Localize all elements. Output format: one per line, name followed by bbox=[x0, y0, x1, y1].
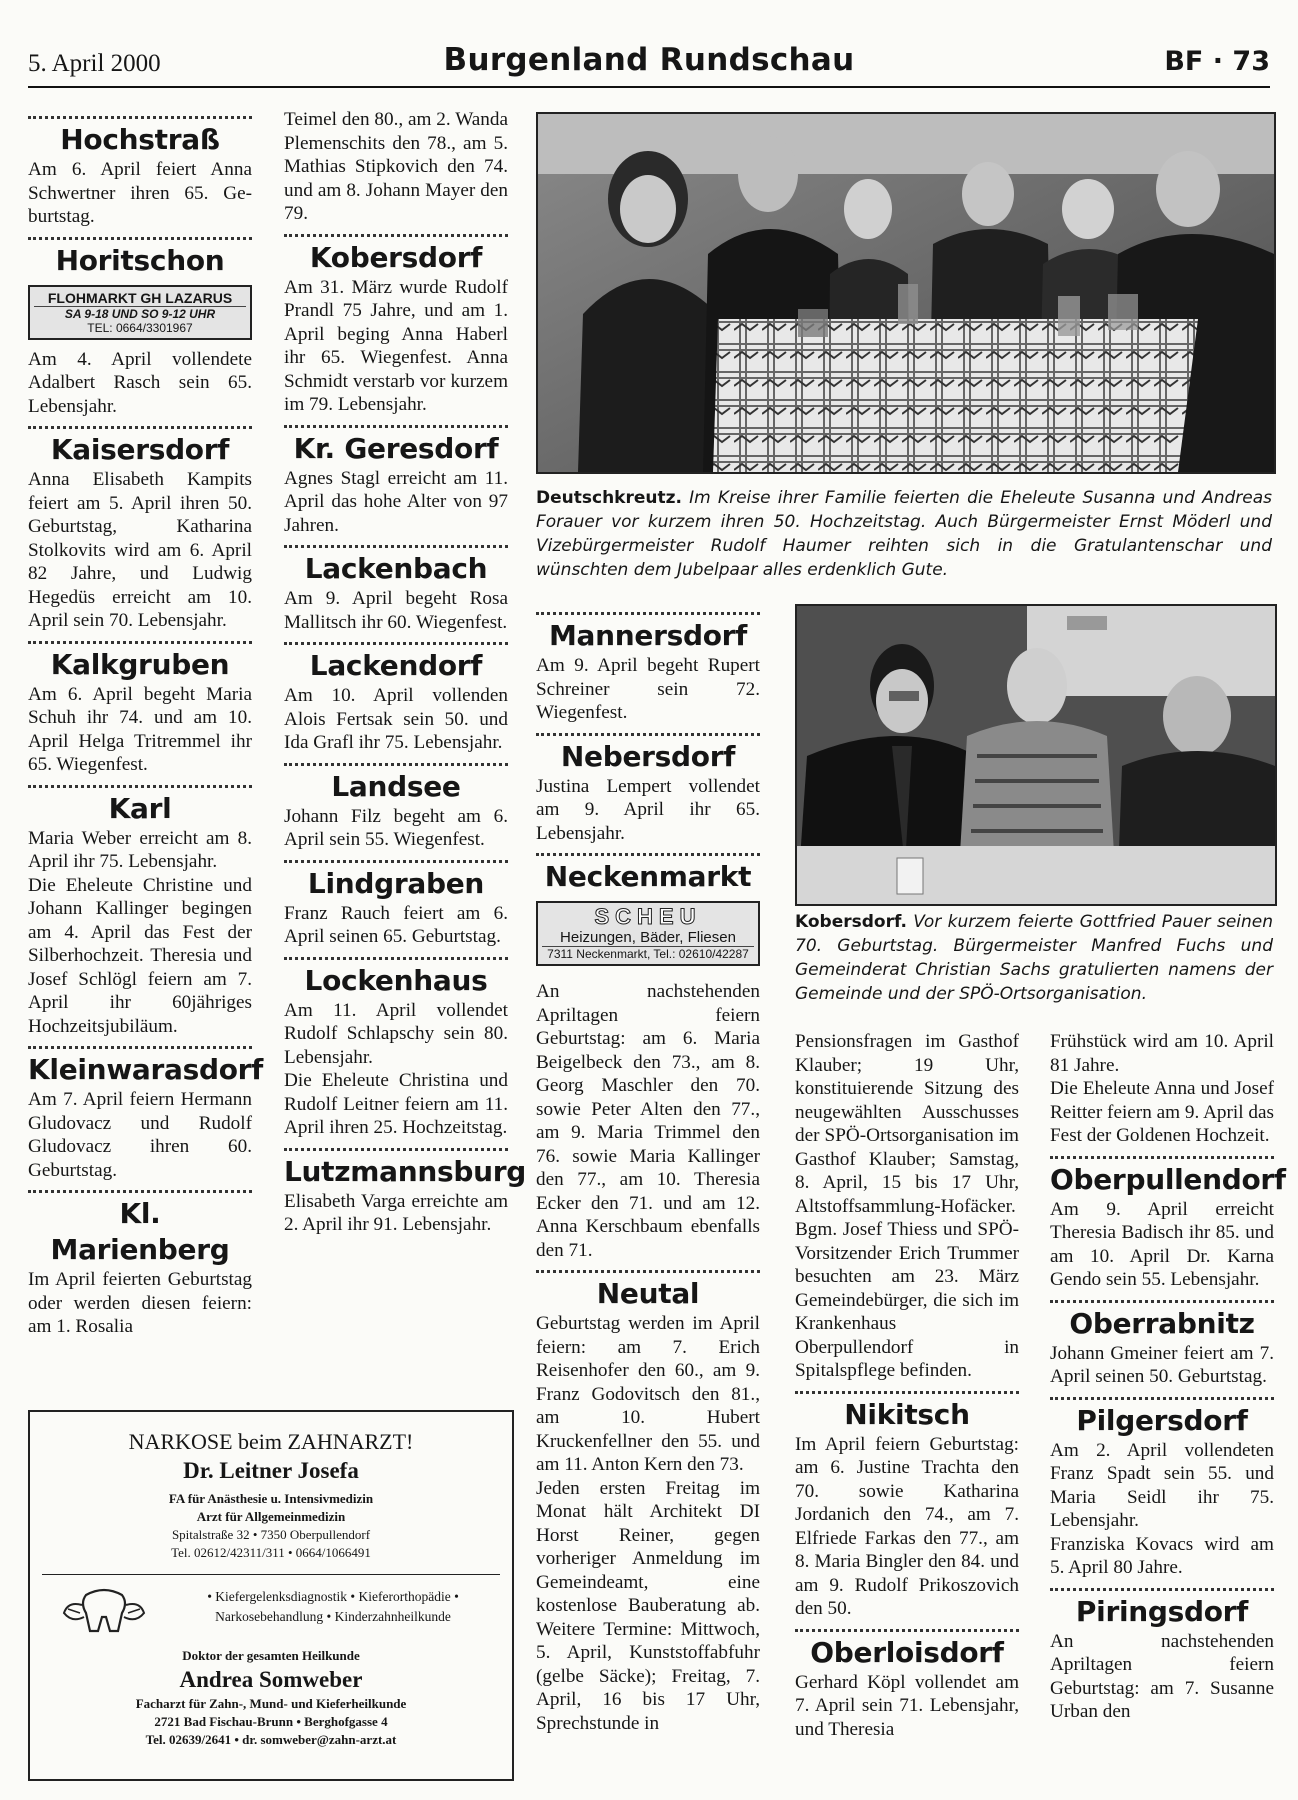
continued-text: Teimel den 80., am 2. Wanda Plemenschits den 78., am 5. Mathias Stipkovich den 74. und am 8. Johann Mayer den 79. bbox=[284, 109, 508, 224]
section-title: Lindgraben bbox=[307, 866, 485, 900]
divider bbox=[28, 237, 252, 240]
section-text: Franz Rauch feiert am 6. April seinen 65. Geburtstag. bbox=[284, 902, 508, 947]
ad-divider bbox=[42, 1574, 500, 1575]
section-nikitsch bbox=[795, 1397, 1019, 1621]
ad-address: 2721 Bad Fischau-Brunn • Berghofgasse 4 bbox=[154, 1714, 388, 1729]
divider bbox=[795, 1629, 1019, 1632]
column-3 bbox=[536, 604, 760, 1735]
section-title: Pilgersdorf bbox=[1076, 1403, 1248, 1437]
section-title: Lockenhaus bbox=[304, 963, 488, 997]
section-title: Nikitsch bbox=[844, 1397, 970, 1431]
divider bbox=[1050, 1397, 1274, 1400]
ad-subline: Arzt für Allgemeinmedizin bbox=[196, 1509, 346, 1524]
section-text: Geburtstag werden im April feiern: am 7. Erich Reisenhofer den 60., am 9. Franz Godovitsch den 81., am 10. Hubert Kruckenfellner den 55. und am 11. Anton Kern den 73. bbox=[536, 1313, 760, 1475]
section-landsee bbox=[284, 769, 508, 852]
section-horitschon bbox=[28, 243, 252, 419]
divider bbox=[284, 763, 508, 766]
ad-services bbox=[160, 1587, 506, 1627]
services-line: Narkosebehandlung • Kinderzahnheilkunde bbox=[215, 1609, 451, 1624]
section-kalkgruben bbox=[28, 647, 252, 777]
section-text: Am 9. April begeht Rosa Mallitsch ihr 60. Wiegenfest. bbox=[284, 588, 508, 633]
section-text: Am 7. April feiern Hermann Gludovacz und Rudolf Gludovacz ihren 60. Geburtstag. bbox=[28, 1089, 252, 1181]
column-4 bbox=[795, 1030, 1019, 1741]
photo-deutschkreutz bbox=[536, 112, 1276, 474]
divider bbox=[284, 860, 508, 863]
page-number: BF · 73 bbox=[1164, 46, 1270, 77]
ad-line: Heizungen, Bäder, Fliesen bbox=[560, 929, 736, 946]
divider bbox=[536, 733, 760, 736]
ad-line: 7311 Neckenmarkt, Tel.: 02610/42287 bbox=[542, 946, 754, 962]
section-text: Am 10. April vollenden Alois Fertsak sein 50. und Ida Grafl ihr 75. Lebensjahr. bbox=[284, 685, 508, 753]
section-title: Hochstraß bbox=[60, 123, 220, 156]
section-title: Landsee bbox=[331, 769, 461, 803]
section-lindgraben bbox=[284, 866, 508, 949]
section-text: Am 2. April vollendeten Franz Spadt sein 55. und Maria Seidl ihr 75. Lebensjahr. bbox=[1050, 1439, 1274, 1531]
section-title: Karl bbox=[108, 791, 172, 825]
section-title: Kaisersdorf bbox=[50, 433, 230, 466]
section-text: Am 6. April feiert Anna Schwertner ihren 65. Ge-burtstag. bbox=[28, 159, 252, 227]
family-photo-image bbox=[538, 114, 1274, 472]
divider bbox=[28, 426, 252, 429]
ad-contact: Tel. 02639/2641 • dr. somweber@zahn-arzt.at bbox=[145, 1732, 397, 1747]
section-oberrabnitz bbox=[1050, 1306, 1274, 1389]
birthday-photo-image bbox=[797, 606, 1275, 904]
scheu-ad bbox=[536, 901, 760, 966]
section-title: Nebersdorf bbox=[560, 739, 736, 773]
section-title: Kl. Marienberg bbox=[50, 1197, 230, 1266]
section-text: Johann Gmeiner feiert am 7. April seinen 50. Geburtstag. bbox=[1050, 1342, 1274, 1387]
divider bbox=[284, 425, 508, 428]
section-text: Am 6. April begeht Maria Schuh ihr 74. und am 10. April Helga Tritremmel ihr 65. Wiegenfest. bbox=[28, 683, 252, 775]
ad-subline: FA für Anästhesie u. Intensivmedizin bbox=[168, 1491, 374, 1506]
ad-logo: SCHEU bbox=[594, 904, 702, 929]
divider bbox=[284, 957, 508, 960]
section-title: Horitschon bbox=[55, 243, 225, 277]
section-text: Johann Filz begeht am 6. April sein 55. Wiegenfest. bbox=[284, 805, 508, 850]
doctor-name: Dr. Leitner Josefa bbox=[183, 1458, 359, 1483]
section-text: Im April feiern Geburtstag: am 6. Justine Trachta den 70. sowie Katharina Jordanich den 74., am 7. Elfriede Farkas den 77., am 8. Maria Bingler den 84. und am 9. Rudolf Prikoszovich den 50. bbox=[795, 1433, 1019, 1619]
flohmarkt-ad bbox=[28, 285, 252, 340]
section-title: Kr. Geresdorf bbox=[293, 431, 499, 465]
section-kleinwarasdorf bbox=[28, 1052, 264, 1182]
column-1 bbox=[28, 112, 264, 1339]
section-title: Lutzmannsburg bbox=[284, 1154, 526, 1188]
section-neutal bbox=[536, 1276, 760, 1735]
section-title: Kalkgruben bbox=[50, 647, 230, 681]
divider bbox=[1050, 1156, 1274, 1159]
section-oberloisdorf bbox=[795, 1635, 1019, 1742]
section-title: Oberloisdorf bbox=[810, 1635, 1004, 1669]
section-lockenhaus bbox=[284, 963, 508, 1140]
photo-caption bbox=[795, 910, 1273, 1006]
section-text: Agnes Stagl erreicht am 11. April das hohe Alter von 97 Jahren. bbox=[284, 467, 508, 536]
section-text: Jeden ersten Freitag im Monat hält Architekt DI Horst Reiner, gegen vorheriger Anmeldung im Gemeindeamt, eine kostenlose Bauberatung ab. Weitere Termine: Mittwoch, 5. April, Kunststoffabfuhr (gelbe Säcke); Freitag, 7. April, 16 bis 17 Uhr, Sprechstunde in bbox=[536, 1477, 760, 1734]
ad-phone: Tel. 02612/42311/311 • 0664/1066491 bbox=[171, 1545, 371, 1560]
caption-location: Kobersdorf. bbox=[795, 912, 907, 932]
ad-line: SA 9-18 UND SO 9-12 UHR bbox=[64, 306, 216, 321]
section-text: Maria Weber erreicht am 8. April ihr 75. Lebensjahr. bbox=[28, 827, 252, 872]
section-lackendorf bbox=[284, 648, 508, 755]
section-text: Gerhard Köpl vollendet am 7. April sein 71. Lebensjahr, und Theresia bbox=[795, 1671, 1019, 1740]
issue-date: 5. April 2000 bbox=[28, 50, 161, 77]
section-kr-geresdorf bbox=[284, 431, 508, 538]
section-title: Neckenmarkt bbox=[544, 860, 752, 893]
section-hochstrass bbox=[28, 122, 252, 229]
section-text: Elisabeth Varga erreichte am 2. April ihr 91. Lebensjahr. bbox=[284, 1190, 508, 1235]
caption-text: Vor kurzem feierte Gottfried Pauer seinen 70. Geburtstag. Bürgermeister Manfred Fuchs und Gemeinderat Christian Sachs gratulierten namens der Gemeinde und der SPÖ-Ortsorganisation. bbox=[795, 912, 1274, 1004]
section-text: An nachstehenden Apriltagen feiern Geburtstag: am 7. Susanne Urban den bbox=[1050, 1630, 1274, 1722]
services-line: • Kiefergelenksdiagnostik • Kieferorthopädie • bbox=[207, 1589, 459, 1604]
ad-address: Spitalstraße 32 • 7350 Oberpullendorf bbox=[171, 1527, 371, 1542]
section-lutzmannsburg bbox=[284, 1154, 526, 1237]
section-text: Am 9. April begeht Rupert Schreiner sein 72. Wiegenfest. bbox=[536, 655, 760, 723]
continued-text: Die Eheleute Anna und Josef Reitter feiern am 9. April das Fest der Goldenen Hochzeit. bbox=[1050, 1078, 1274, 1146]
divider bbox=[28, 641, 252, 644]
divider bbox=[28, 1046, 252, 1049]
divider bbox=[284, 545, 508, 548]
caption-location: Deutschkreutz. bbox=[536, 488, 682, 508]
section-title: Kleinwarasdorf bbox=[28, 1053, 264, 1086]
section-text: Am 4. April vollendete Adalbert Rasch sein 65. Lebensjahr. bbox=[28, 348, 252, 417]
section-title: Kobersdorf bbox=[309, 240, 483, 274]
divider bbox=[28, 785, 252, 788]
divider bbox=[284, 642, 508, 645]
ad-headline: NARKOSE beim ZAHNARZT! bbox=[128, 1429, 414, 1454]
section-title: Lackendorf bbox=[309, 649, 483, 682]
ad-line: TEL: 0664/3301967 bbox=[87, 320, 193, 335]
section-title: Neutal bbox=[596, 1277, 700, 1310]
section-piringsdorf bbox=[1050, 1594, 1274, 1724]
divider bbox=[536, 1270, 760, 1273]
column-5 bbox=[1050, 1030, 1286, 1724]
section-kaisersdorf bbox=[28, 432, 252, 633]
section-lackenbach bbox=[284, 551, 508, 634]
section-text: Am 11. April vollendet Rudolf Schlapschy sein 80. Lebensjahr. bbox=[284, 999, 508, 1068]
photo-caption bbox=[536, 486, 1272, 582]
section-text: Im April feierten Geburtstag oder werden diesen feiern: am 1. Rosalia bbox=[28, 1269, 252, 1337]
section-oberpullendorf bbox=[1050, 1162, 1286, 1292]
section-text: Franziska Kovacs wird am 5. April 80 Jahre. bbox=[1050, 1533, 1274, 1578]
section-title: Piringsdorf bbox=[1075, 1594, 1249, 1628]
section-nebersdorf bbox=[536, 739, 760, 846]
divider bbox=[536, 853, 760, 856]
ad-line: FLOHMARKT GH LAZARUS bbox=[34, 290, 246, 307]
divider bbox=[1050, 1300, 1274, 1303]
section-text: Die Eheleute Christina und Rudolf Leitner feiern am 11. April ihren 25. Hochzeitstag. bbox=[284, 1070, 508, 1138]
page-header bbox=[28, 40, 1270, 88]
photo-kobersdorf bbox=[795, 604, 1277, 906]
tooth-logo-icon bbox=[62, 1587, 146, 1640]
doctor-name: Andrea Somweber bbox=[179, 1667, 363, 1692]
section-pilgersdorf bbox=[1050, 1403, 1274, 1580]
section-title: Oberpullendorf bbox=[1050, 1162, 1286, 1196]
section-text: Am 9. April erreicht Theresia Badisch ihr 85. und am 10. April Dr. Karna Gendo sein 55. Lebensjahr. bbox=[1050, 1198, 1274, 1290]
section-text: Die Eheleute Christine und Johann Kallinger begingen am 4. April das Fest der Silberhochzeit. Theresia und Josef Schlögl feiern am 7. April ihr 60jähriges Hochzeitsjubiläum. bbox=[28, 874, 252, 1037]
continued-text: Bgm. Josef Thiess und SPÖ-Vorsitzender Erich Trummer besuchten am 23. März Gemeindebürger, die sich im Krankenhaus Oberpullendorf in Spitalspflege befinden. bbox=[795, 1219, 1019, 1381]
column-2 bbox=[284, 108, 526, 1237]
ad-services-row bbox=[30, 1585, 512, 1637]
section-title: Oberrabnitz bbox=[1069, 1306, 1255, 1340]
section-karl bbox=[28, 791, 252, 1039]
divider bbox=[28, 1190, 252, 1193]
divider bbox=[284, 234, 508, 237]
divider bbox=[1050, 1588, 1274, 1591]
divider bbox=[284, 1148, 508, 1151]
section-neckenmarkt bbox=[536, 859, 760, 1262]
dentist-advertisement bbox=[28, 1410, 514, 1781]
section-mannersdorf bbox=[536, 618, 760, 725]
continued-text: Pensionsfragen im Gasthof Klauber; 19 Uhr, konstituierende Sitzung des neugewählten Ausschusses der SPÖ-Ortsorganisation im Gasthof Klauber; Samstag, 8. April, 15 bis 17 Uhr, Altstoffsammlung-Hofäcker. bbox=[795, 1031, 1019, 1217]
section-title: Lackenbach bbox=[304, 552, 488, 585]
section-kl-marienberg bbox=[28, 1196, 252, 1339]
ad-doctor-title: Doktor der gesamten Heilkunde bbox=[182, 1648, 360, 1663]
section-text: Am 31. März wurde Rudolf Prandl 75 Jahre, und am 1. April beging Anna Haberl ihr 65. Wiegenfest. Anna Schmidt verstarb vor kurzem im 79. Lebensjahr. bbox=[284, 276, 508, 415]
divider bbox=[536, 612, 760, 615]
section-text: An nachstehenden Apriltagen feiern Geburtstag: am 6. Maria Beigelbeck den 73., am 8. Georg Maschler den 70. sowie Peter Alten den 77., am 9. Maria Trimmel den 76. sowie Maria Kallinger den 77., am 10. Theresia Ecker den 71. und am 12. Anna Kerschbaum ebenfalls den 71. bbox=[536, 981, 760, 1261]
section-text: Justina Lempert vollendet am 9. April ihr 65. Lebensjahr. bbox=[536, 775, 760, 844]
divider bbox=[795, 1391, 1019, 1394]
section-kobersdorf bbox=[284, 240, 508, 417]
continued-text: Frühstück wird am 10. April 81 Jahre. bbox=[1050, 1031, 1274, 1076]
section-title: Mannersdorf bbox=[548, 619, 748, 652]
divider bbox=[28, 116, 252, 119]
section-text: Anna Elisabeth Kampits feiert am 5. April ihren 50. Geburtstag, Katharina Stolkovits wird am 6. April 82 Jahre, und Ludwig Hegedüs erreicht am 10. April sein 70. Lebensjahr. bbox=[28, 469, 252, 631]
caption-text: Im Kreise ihrer Familie feierten die Eheleute Susanna und Andreas Forauer vor kurzem ihren 50. Hochzeitstag. Auch Bürgermeister Ernst Möderl und Vizebürgermeister Rudolf Haumer reihten sich in die Gratulantenschar und wünschten dem Jubelpaar alles erdenklich Gute. bbox=[536, 488, 1272, 580]
ad-subline: Facharzt für Zahn-, Mund- und Kieferheilkunde bbox=[135, 1696, 407, 1711]
newspaper-title: Burgenland Rundschau bbox=[443, 42, 855, 78]
